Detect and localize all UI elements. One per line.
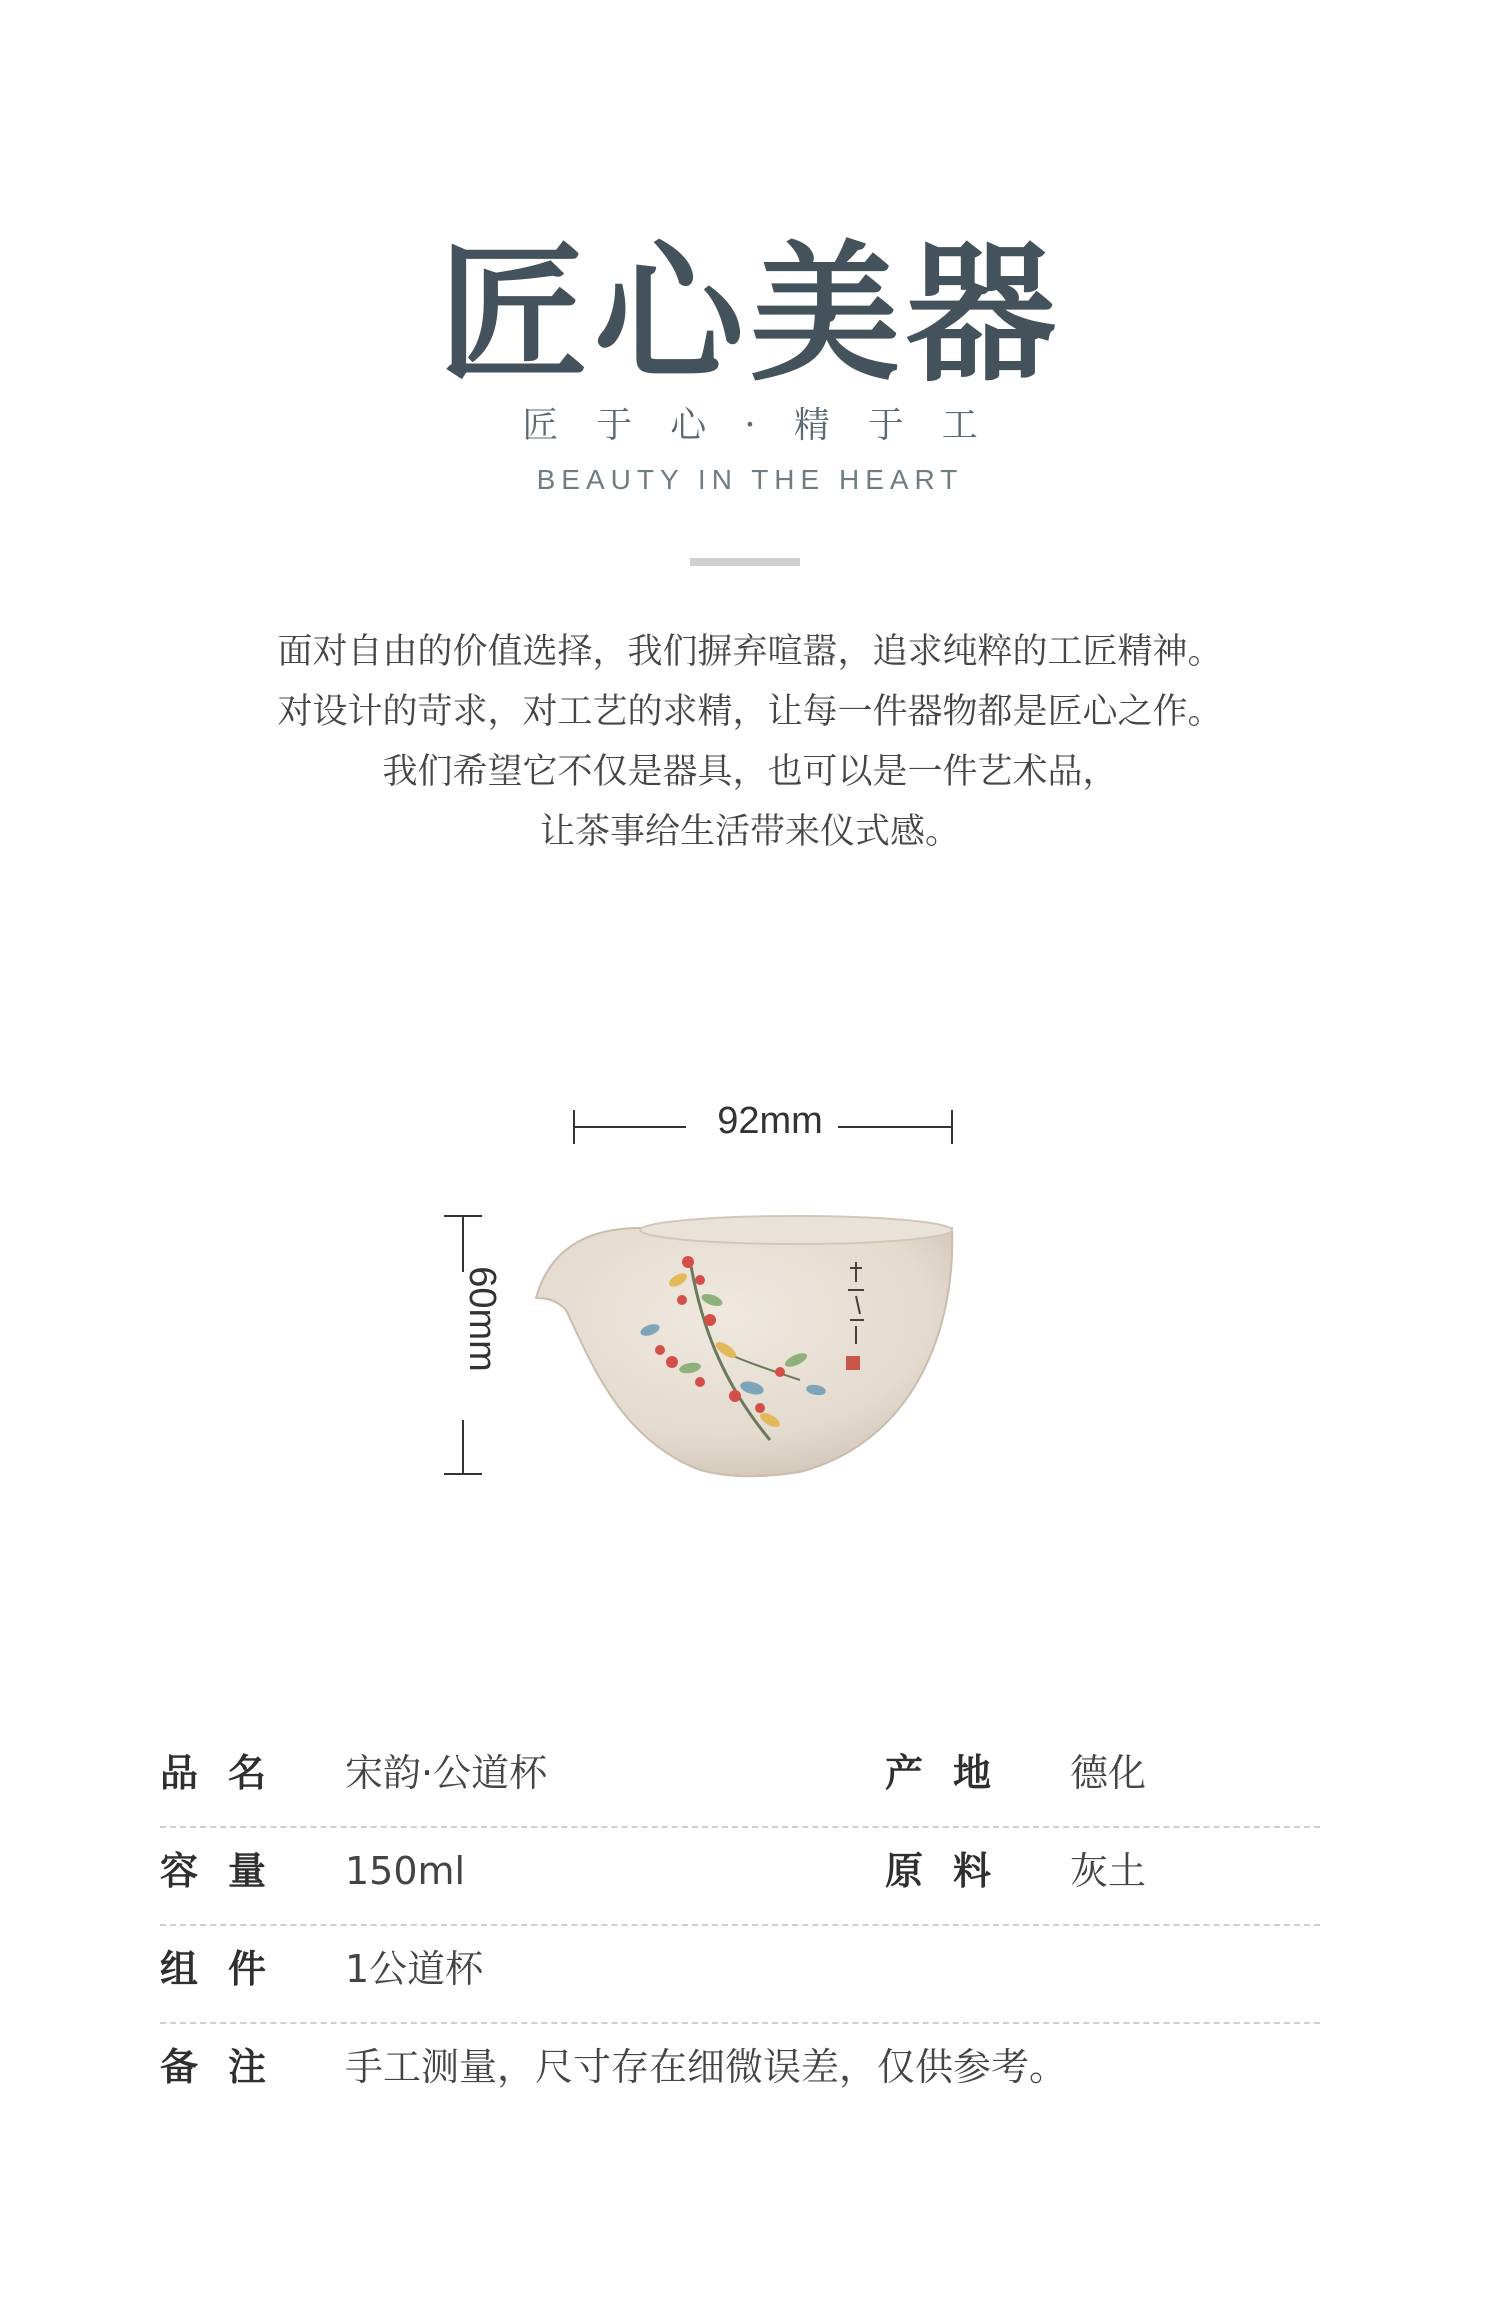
intro-line: 面对自由的价值选择，我们摒弃喧嚣，追求纯粹的工匠精神。 [277,632,1223,672]
spec-row [160,1730,1320,1828]
spec-value: 宋韵·公道杯 [345,1751,548,1795]
page-subtitle: 匠于心·精于工 [522,405,1016,446]
spec-value: 1公道杯 [345,1947,484,1991]
spec-row [160,1926,1320,2024]
intro-line: 我们希望它不仅是器具，也可以是一件艺术品， [382,752,1118,792]
spec-key: 产地 [885,1751,1022,1795]
spec-key: 品名 [160,1751,297,1795]
spec-row [160,2024,1320,2120]
spec-value: 德化 [1070,1751,1147,1795]
spec-key: 组件 [160,1947,297,1991]
spec-key: 容量 [160,1849,297,1893]
pitcher-cup [536,1216,952,1476]
spec-value: 灰土 [1070,1849,1147,1893]
spec-key: 备注 [160,2045,297,2089]
spec-key: 原料 [885,1849,1022,1893]
spec-row [160,1828,1320,1926]
width-label: 92mm [717,1100,823,1142]
intro-line: 对设计的苛求，对工艺的求精，让每一件器物都是匠心之作。 [277,692,1223,732]
intro-line: 让茶事给生活带来仪式感。 [539,812,960,852]
spec-value: 手工测量，尺寸存在细微误差，仅供参考。 [345,2045,1068,2089]
page-title: 匠心美器 [437,228,1062,402]
spec-value: 150ml [345,1849,466,1893]
english-tagline: BEAUTY IN THE HEART [536,464,964,495]
spec-table [160,1730,1320,2120]
height-label: 60mm [461,1266,503,1372]
